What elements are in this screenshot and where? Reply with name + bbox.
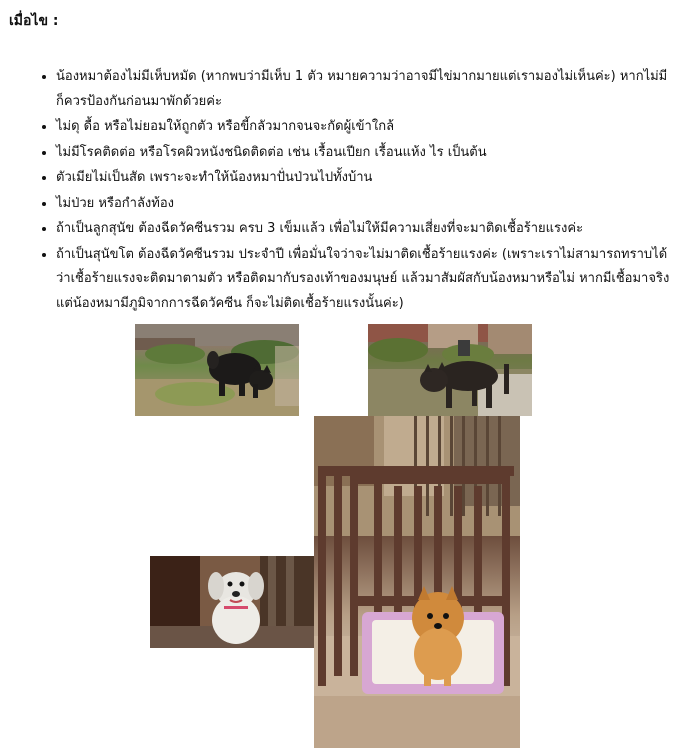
dog-photo-pomeranian-in-pen xyxy=(314,416,520,748)
dog-photo-white-schnauzer xyxy=(150,556,314,648)
list-item: • ไม่ป่วย หรือกำลังท้อง xyxy=(56,191,671,217)
dog-photo-black-on-grass-image xyxy=(135,324,299,416)
section-heading: เมื่อไข : xyxy=(9,13,59,29)
dog-photo-brindle-on-ground-image xyxy=(368,324,532,416)
list-item: • ตัวเมียไม่เป็นสัด เพราะจะทำให้น้องหมาปั่นป่วนไปทั้งบ้าน xyxy=(56,165,671,191)
conditions-list xyxy=(0,64,685,316)
list-item: • น้องหมาต้องไม่มีเห็บหมัด (หากพบว่ามีเห็บ 1 ตัว หมายความว่าอาจมีไข่มากมายแต่เรามองไม่เห็นค่ะ) หากไม่มีก็ควรป้องกันก่อนมาพักด้วยค่ะ xyxy=(56,64,671,114)
dog-photo-brindle-on-ground xyxy=(368,324,532,416)
dog-photo-white-schnauzer-image xyxy=(150,556,314,648)
list-item: • ถ้าเป็นสุนัขโต ต้องฉีดวัคซีนรวม ประจำปี เพื่อมั่นใจว่าจะไม่มาติดเชื้อร้ายแรงค่ะ (เพราะเราไม่สามารถทราบได้ว่าเชื้อร้ายแรงจะติดมาตามตัว หรือติดมากับรองเท้าของมนุษย์ แล้วมาสัมผัสกับน้องหมาหรือไม่ หากมีเชื้อมาจริง แต่น้องหมามีภูมิจากการฉีดวัคซีน ก็จะไม่ติดเชื้อร้ายแรงนั้นค่ะ) xyxy=(56,242,671,317)
list-item: • ไม่มีโรคติดต่อ หรือโรคผิวหนังชนิดติดต่อ เช่น เรื้อนเปียก เรื้อนแห้ง ไร เป็นต้น xyxy=(56,140,671,166)
dog-photo-black-on-grass xyxy=(135,324,299,416)
dog-photo-pomeranian-in-pen-image xyxy=(314,416,520,748)
list-item: • ไม่ดุ ดื้อ หรือไม่ยอมให้ถูกตัว หรือขี้กลัวมากจนจะกัดผู้เข้าใกล้ xyxy=(56,114,671,140)
list-item: • ถ้าเป็นลูกสุนัข ต้องฉีดวัคซีนรวม ครบ 3 เข็มแล้ว เพื่อไม่ให้มีความเสี่ยงที่จะมาติดเชื้อร้ายแรงค่ะ xyxy=(56,216,671,242)
